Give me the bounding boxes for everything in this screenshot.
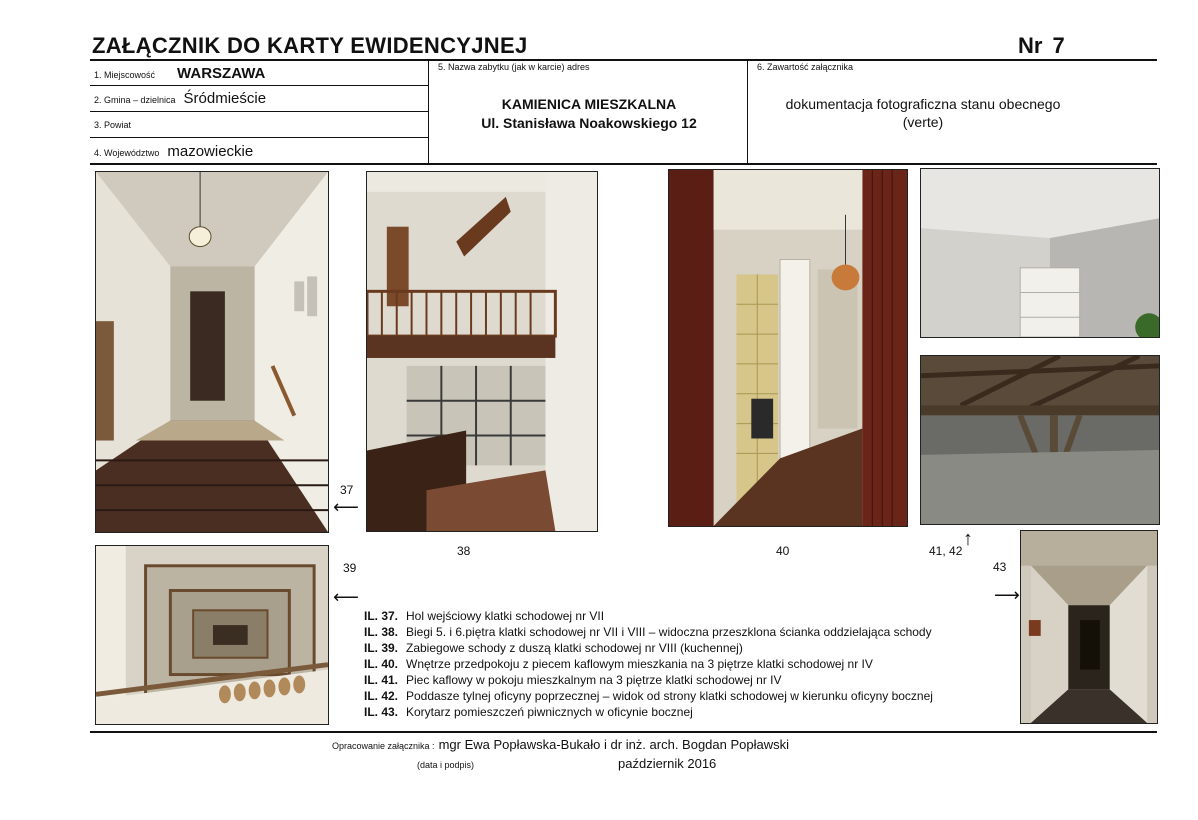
contents-line1: dokumentacja fotograficzna stanu obecnego bbox=[785, 96, 1061, 112]
caption-number: IL. 39. bbox=[364, 641, 399, 655]
miejscowosc-value: WARSZAWA bbox=[177, 65, 266, 82]
monument-name bbox=[430, 95, 748, 133]
prepared-by-label: Opracowanie załącznika : bbox=[332, 741, 435, 751]
right-arrow-icon: ⟶ bbox=[994, 585, 1020, 605]
left-arrow-icon: ⟵ bbox=[333, 587, 359, 607]
photo-43-basement-corridor bbox=[1020, 530, 1158, 724]
photo-42-attic bbox=[920, 355, 1160, 525]
wojewodztwo-label: 4. Województwo bbox=[94, 148, 160, 158]
photo-number-43: 43 bbox=[993, 560, 1007, 574]
caption-row bbox=[364, 640, 933, 656]
field-miejscowosc bbox=[94, 65, 265, 82]
prepared-by-value: mgr Ewa Popławska-Bukało i dr inż. arch. Bogdan Popławski bbox=[438, 737, 790, 752]
caption-text: Biegi 5. i 6.piętra klatki schodowej nr VII i VIII – widoczna przeszklona ścianka oddzielająca schody bbox=[406, 625, 932, 639]
gmina-label: 2. Gmina – dzielnica bbox=[94, 95, 176, 105]
up-arrow-icon: ↑ bbox=[963, 528, 973, 550]
powiat-label: 3. Powiat bbox=[94, 120, 132, 130]
gmina-value: Śródmieście bbox=[183, 90, 267, 107]
row-rule-2 bbox=[90, 111, 428, 112]
row-rule-1 bbox=[90, 85, 428, 86]
miejscowosc-label: 1. Miejscowość bbox=[94, 70, 156, 80]
photo-39-stairwell bbox=[95, 545, 329, 725]
field-powiat bbox=[94, 120, 131, 130]
photo-number-37: 37 bbox=[340, 483, 354, 497]
caption-row bbox=[364, 672, 933, 688]
caption-text: Wnętrze przedpokoju z piecem kaflowym mieszkania na 3 piętrze klatki schodowej nr IV bbox=[406, 657, 873, 671]
caption-text: Hol wejściowy klatki schodowej nr VII bbox=[406, 609, 605, 623]
nr-value: 7 bbox=[1052, 33, 1065, 58]
caption-row bbox=[364, 608, 933, 624]
caption-text: Poddasze tylnej oficyny poprzecznej – widok od strony klatki schodowej w kierunku oficyny bocznej bbox=[406, 689, 933, 703]
caption-row bbox=[364, 704, 933, 720]
monument-address: Ul. Stanisława Noakowskiego 12 bbox=[481, 115, 697, 131]
monument-name-line1: KAMIENICA MIESZKALNA bbox=[501, 96, 677, 112]
page-title: ZAŁĄCZNIK DO KARTY EWIDENCYJNEJ bbox=[92, 33, 528, 58]
photo-number-40: 40 bbox=[776, 544, 790, 558]
nr-label: Nr bbox=[1018, 33, 1043, 58]
caption-text: Zabiegowe schody z duszą klatki schodowej nr VIII (kuchennej) bbox=[406, 641, 743, 655]
zawartosc-label: 6. Zawartość załącznika bbox=[757, 62, 854, 72]
photo-number-39: 39 bbox=[343, 561, 357, 575]
document-number bbox=[1018, 33, 1065, 59]
caption-number: IL. 43. bbox=[364, 705, 399, 719]
caption-text: Piec kaflowy w pokoju mieszkalnym na 3 piętrze klatki schodowej nr IV bbox=[406, 673, 782, 687]
footer-rule bbox=[90, 731, 1157, 733]
photo-number-38: 38 bbox=[457, 544, 471, 558]
header-bottom-rule bbox=[90, 163, 1157, 165]
photo-40-hallway-stove bbox=[668, 169, 908, 527]
caption-number: IL. 42. bbox=[364, 689, 399, 703]
field-gmina bbox=[94, 90, 266, 107]
caption-number: IL. 40. bbox=[364, 657, 399, 671]
caption-row bbox=[364, 688, 933, 704]
caption-number: IL. 37. bbox=[364, 609, 399, 623]
caption-list bbox=[364, 608, 933, 720]
caption-text: Korytarz pomieszczeń piwnicznych w oficynie bocznej bbox=[406, 705, 693, 719]
attachment-contents bbox=[748, 95, 1098, 131]
photo-number-41-42: 41, 42 bbox=[929, 544, 963, 558]
row-rule-3 bbox=[90, 137, 428, 138]
nazwa-label: 5. Nazwa zabytku (jak w karcie) adres bbox=[438, 62, 590, 72]
field-wojewodztwo bbox=[94, 143, 253, 160]
photo-38-staircase bbox=[366, 171, 598, 532]
caption-row bbox=[364, 656, 933, 672]
photo-41-tile-stove bbox=[920, 168, 1160, 338]
date-value: październik 2016 bbox=[618, 756, 717, 771]
caption-number: IL. 41. bbox=[364, 673, 399, 687]
header-top-rule bbox=[90, 59, 1157, 61]
caption-number: IL. 38. bbox=[364, 625, 399, 639]
caption-row bbox=[364, 624, 933, 640]
contents-line2: (verte) bbox=[902, 114, 944, 130]
date-signature-label: (data i podpis) bbox=[417, 760, 475, 770]
photo-37-entrance-hall bbox=[95, 171, 329, 533]
prepared-by bbox=[332, 736, 789, 754]
col-divider-1 bbox=[428, 60, 429, 164]
wojewodztwo-value: mazowieckie bbox=[167, 143, 254, 160]
left-arrow-icon: ⟵ bbox=[333, 497, 359, 517]
